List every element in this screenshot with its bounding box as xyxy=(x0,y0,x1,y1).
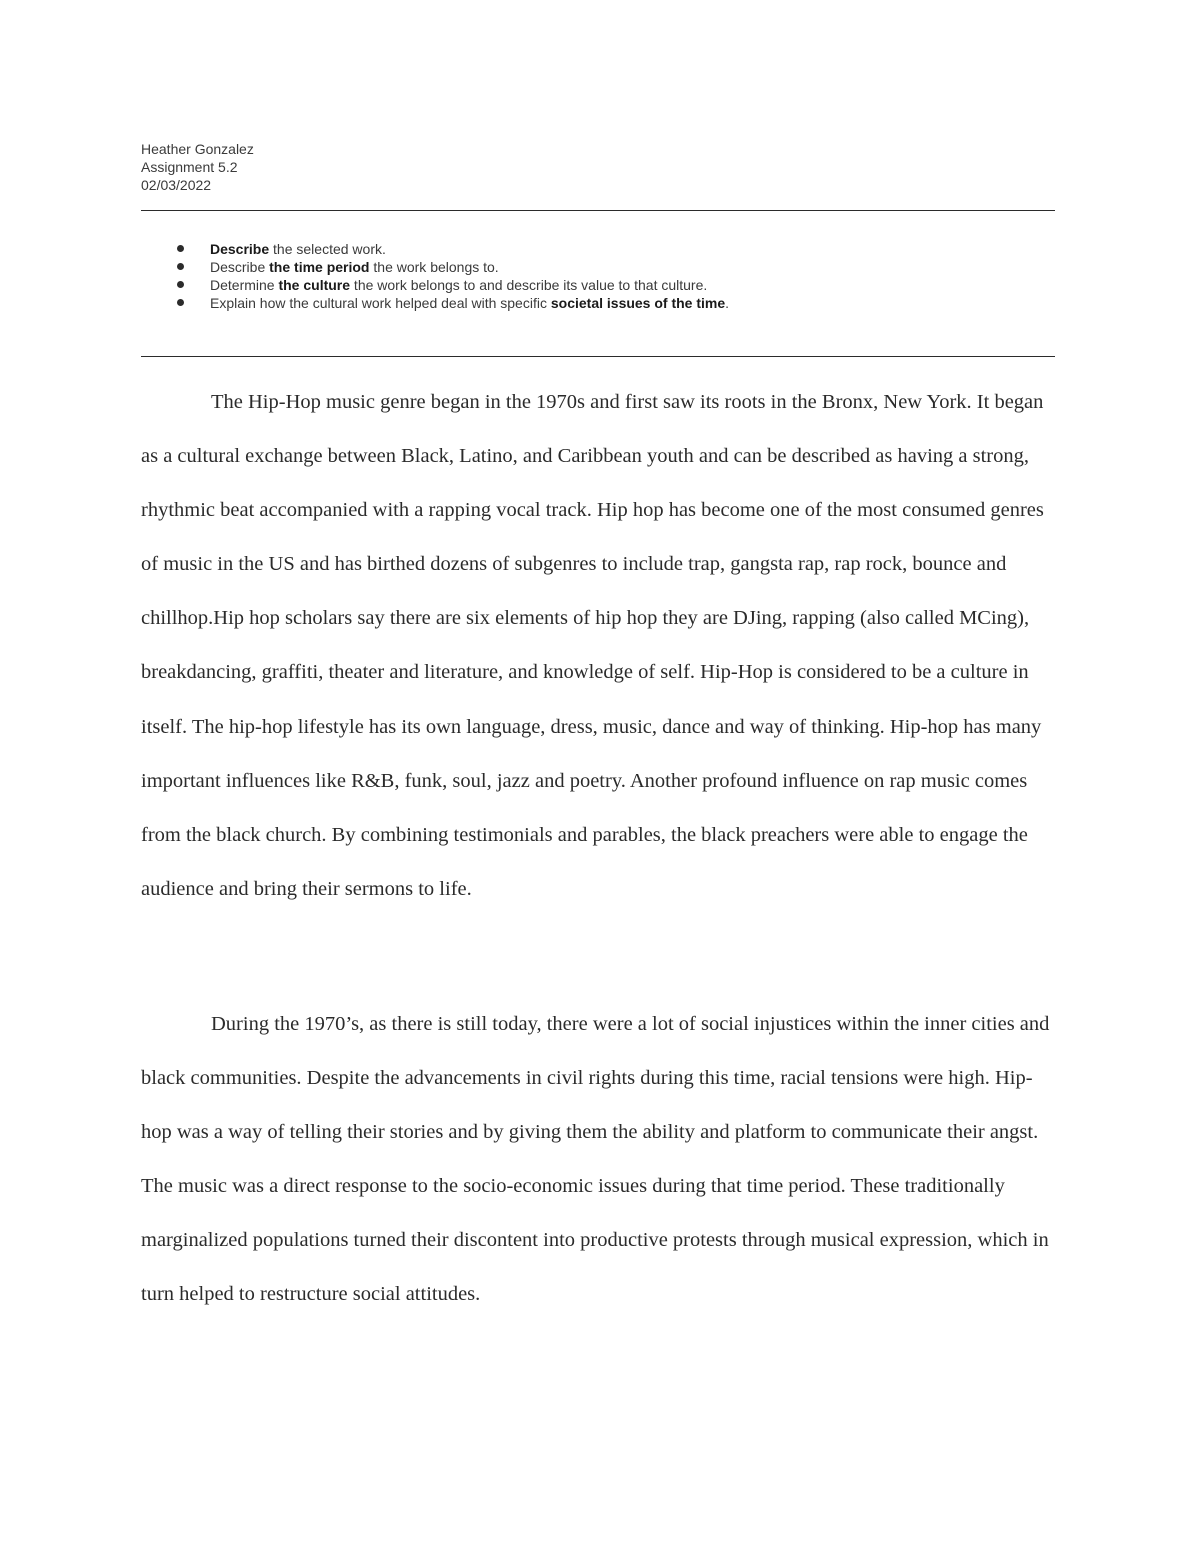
top-divider xyxy=(141,210,1055,211)
prompt-emphasis: the culture xyxy=(278,277,351,293)
author-name: Heather Gonzalez xyxy=(141,141,254,157)
prompt-item xyxy=(141,276,1055,294)
prompt-list xyxy=(141,240,1055,312)
prompt-text: . xyxy=(725,295,730,311)
essay-paragraph-1 xyxy=(141,375,1061,916)
bottom-divider xyxy=(141,356,1055,357)
prompt-text: the work belongs to. xyxy=(369,259,499,275)
prompt-emphasis: Describe xyxy=(210,241,270,257)
assignment-label: Assignment 5.2 xyxy=(141,159,238,175)
bullet-icon xyxy=(177,281,184,288)
prompt-text: the selected work. xyxy=(269,241,386,257)
bullet-icon xyxy=(177,263,184,270)
prompt-item xyxy=(141,294,1055,312)
essay-paragraph-2 xyxy=(141,997,1061,1322)
bullet-icon xyxy=(177,245,184,252)
prompt-emphasis: societal issues of the time xyxy=(550,295,726,311)
prompt-item xyxy=(141,258,1055,276)
document-header xyxy=(141,140,254,194)
paragraph-text: During the 1970’s, as there is still today, there were a lot of social injustices within the inner cities and black communities. Despite the advancements in civil rights during this time, racial tensions were high. Hip-hop was a way of telling their stories and by giving them the ability and platform to communicate their angst. The music was a direct response to the socio-economic issues during that time period. These traditionally marginalized populations turned their discontent into productive protests through musical expression, which in turn helped to restructure social attitudes. xyxy=(141,1013,1050,1306)
paragraph-text: The Hip-Hop music genre began in the 1970s and first saw its roots in the Bronx, New York. It began as a cultural exchange between Black, Latino, and Caribbean youth and can be described as having a strong, rhythmic beat accompanied with a rapping vocal track. Hip hop has become one of the most consumed genres of music in the US and has birthed dozens of subgenres to include trap, gangsta rap, rap rock, bounce and chillhop.Hip hop scholars say there are six elements of hip hop they are DJing, rapping (also called MCing), breakdancing, graffiti, theater and literature, and knowledge of self. Hip-Hop is considered to be a culture in itself. The hip-hop lifestyle has its own language, dress, music, dance and way of thinking. Hip-hop has many important influences like R&B, funk, soul, jazz and poetry. Another profound influence on rap music comes from the black church. By combining testimonials and parables, the black preachers were able to engage the audience and bring their sermons to life. xyxy=(141,391,1044,900)
assignment-date: 02/03/2022 xyxy=(141,177,212,193)
prompt-text: Explain how the cultural work helped deal with specific xyxy=(210,295,551,311)
bullet-icon xyxy=(177,299,184,306)
prompt-item xyxy=(141,240,1055,258)
prompt-emphasis: the time period xyxy=(269,259,370,275)
prompt-text: the work belongs to and describe its value to that culture. xyxy=(350,277,708,293)
prompt-text: Describe xyxy=(210,259,270,275)
prompt-text: Determine xyxy=(210,277,279,293)
